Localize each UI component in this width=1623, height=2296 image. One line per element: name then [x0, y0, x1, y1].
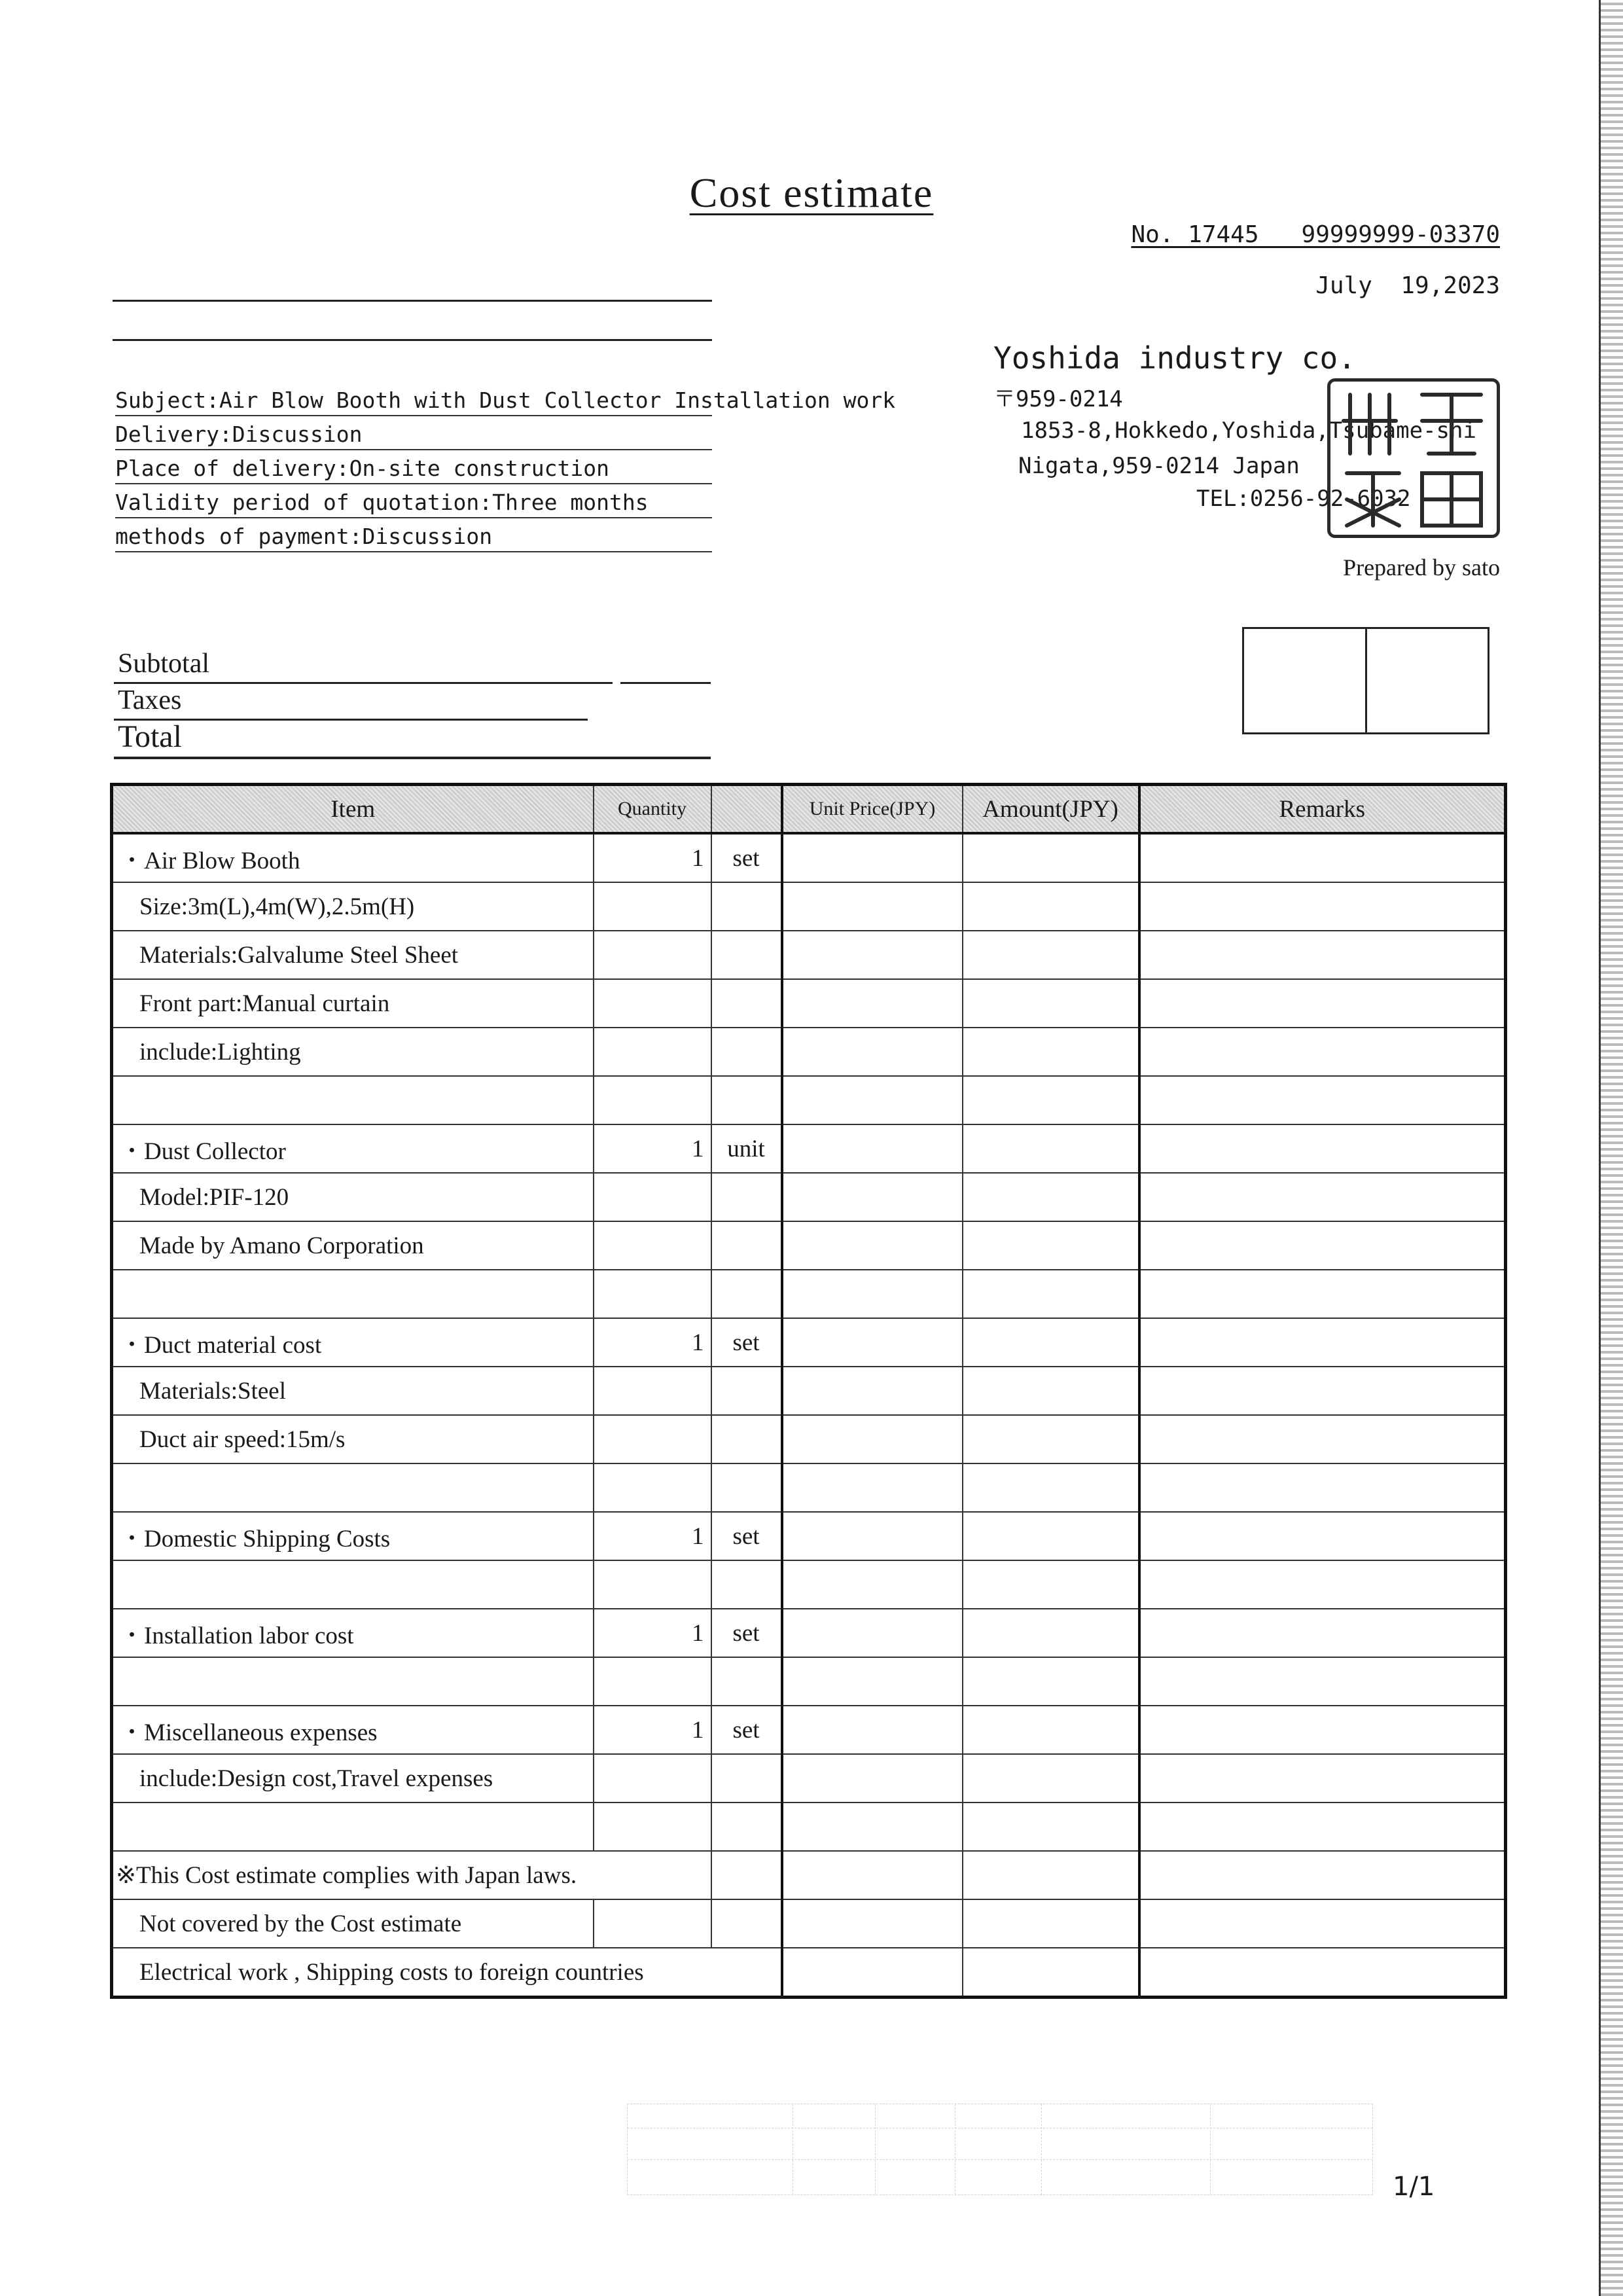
faint-grid-row [628, 2159, 1372, 2160]
unit-price-cell [782, 1076, 963, 1124]
unit-price-cell [782, 1221, 963, 1270]
unit-cell [711, 882, 782, 931]
item-cell: Materials:Galvalume Steel Sheet [112, 931, 594, 979]
item-cell: Materials:Steel [112, 1367, 594, 1415]
unit-cell [711, 1851, 782, 1899]
seal-glyph-icon [1330, 382, 1497, 535]
unit-price-cell [782, 1270, 963, 1318]
amount-cell [963, 1706, 1139, 1754]
table-row [112, 1609, 1506, 1657]
amount-cell [963, 1221, 1139, 1270]
item-cell [112, 1270, 594, 1318]
remarks-cell [1139, 1463, 1506, 1512]
header-amount: Amount(JPY) [963, 785, 1139, 834]
unit-cell [711, 1803, 782, 1851]
remarks-cell [1139, 1609, 1506, 1657]
subtotal-line [114, 682, 613, 684]
table-row [112, 833, 1506, 882]
quantity-cell: 1 [594, 1609, 711, 1657]
remarks-cell [1139, 833, 1506, 882]
header-unit-price: Unit Price(JPY) [782, 785, 963, 834]
unit-cell: unit [711, 1124, 782, 1173]
amount-cell [963, 1124, 1139, 1173]
payment-underline [115, 551, 712, 552]
unit-cell: set [711, 1609, 782, 1657]
remarks-cell [1139, 1318, 1506, 1367]
table-row [112, 1754, 1506, 1803]
unit-price-cell [782, 1560, 963, 1609]
unit-cell [711, 979, 782, 1028]
amount-cell [963, 1076, 1139, 1124]
amount-cell [963, 1609, 1139, 1657]
table-row [112, 1463, 1506, 1512]
amount-cell [963, 1948, 1139, 1998]
amount-cell [963, 1657, 1139, 1706]
unit-cell [711, 1028, 782, 1076]
amount-cell [963, 1028, 1139, 1076]
unit-price-cell [782, 1415, 963, 1463]
amount-cell [963, 979, 1139, 1028]
item-cell: ・Miscellaneous expenses [112, 1706, 594, 1754]
amount-cell [963, 882, 1139, 931]
remarks-cell [1139, 1512, 1506, 1560]
table-row [112, 1706, 1506, 1754]
unit-price-cell [782, 1754, 963, 1803]
remarks-cell [1139, 1657, 1506, 1706]
table-row [112, 1028, 1506, 1076]
quantity-cell [594, 1221, 711, 1270]
remarks-cell [1139, 1754, 1506, 1803]
excluded-note: Electrical work , Shipping costs to foreign countries [112, 1948, 782, 1998]
unit-price-cell [782, 1851, 963, 1899]
subject-text: Subject:Air Blow Booth with Dust Collector Installation work [115, 387, 896, 413]
unit-cell [711, 1657, 782, 1706]
quantity-cell [594, 1415, 711, 1463]
amount-cell [963, 1512, 1139, 1560]
quantity-cell [594, 1803, 711, 1851]
prepared-by: Prepared by sato [1343, 554, 1500, 581]
items-table [110, 783, 1507, 1999]
item-cell: ・Domestic Shipping Costs [112, 1512, 594, 1560]
table-row [112, 1318, 1506, 1367]
amount-cell [963, 1754, 1139, 1803]
header-remarks: Remarks [1139, 785, 1506, 834]
remarks-cell [1139, 1076, 1506, 1124]
laws-note: ※This Cost estimate complies with Japan laws. [112, 1851, 711, 1899]
amount-cell [963, 1415, 1139, 1463]
unit-price-cell [782, 1803, 963, 1851]
quantity-cell [594, 1076, 711, 1124]
approval-stamp-boxes [1242, 627, 1489, 734]
quantity-cell: 1 [594, 1512, 711, 1560]
item-cell: Made by Amano Corporation [112, 1221, 594, 1270]
table-header-row [112, 785, 1506, 834]
table-row [112, 1270, 1506, 1318]
subtotal-line-right [620, 682, 711, 684]
table-row [112, 1124, 1506, 1173]
table-note-row [112, 1948, 1506, 1998]
header-unit [711, 785, 782, 834]
item-cell [112, 1657, 594, 1706]
unit-cell: set [711, 1318, 782, 1367]
quantity-cell: 1 [594, 1124, 711, 1173]
document-date: July 19,2023 [1315, 272, 1500, 299]
unit-price-cell [782, 931, 963, 979]
remarks-cell [1139, 979, 1506, 1028]
unit-cell: set [711, 833, 782, 882]
amount-cell [963, 1367, 1139, 1415]
page-edge-margin [1599, 0, 1623, 2296]
unit-cell [711, 1463, 782, 1512]
remarks-cell [1139, 1706, 1506, 1754]
unit-price-cell [782, 882, 963, 931]
amount-cell [963, 1318, 1139, 1367]
item-cell: ・Installation labor cost [112, 1609, 594, 1657]
table-row [112, 1512, 1506, 1560]
remarks-cell [1139, 1415, 1506, 1463]
item-cell: Size:3m(L),4m(W),2.5m(H) [112, 882, 594, 931]
amount-cell [963, 1270, 1139, 1318]
quantity-cell [594, 1270, 711, 1318]
remarks-cell [1139, 1270, 1506, 1318]
unit-cell [711, 931, 782, 979]
table-row [112, 1076, 1506, 1124]
quantity-cell [594, 1754, 711, 1803]
quantity-cell [594, 979, 711, 1028]
header-item: Item [112, 785, 594, 834]
unit-price-cell [782, 1899, 963, 1948]
item-cell: Front part:Manual curtain [112, 979, 594, 1028]
unit-price-cell [782, 1512, 963, 1560]
remarks-cell [1139, 1028, 1506, 1076]
table-row [112, 931, 1506, 979]
table-note-row [112, 1851, 1506, 1899]
remarks-cell [1139, 1173, 1506, 1221]
amount-cell [963, 1173, 1139, 1221]
stamp-box-1 [1244, 629, 1367, 732]
table-row [112, 979, 1506, 1028]
unit-cell [711, 1415, 782, 1463]
unit-price-cell [782, 1657, 963, 1706]
remarks-cell [1139, 931, 1506, 979]
unit-cell: set [711, 1706, 782, 1754]
unit-cell [711, 1560, 782, 1609]
quantity-cell: 1 [594, 1318, 711, 1367]
taxes-line [114, 719, 588, 721]
delivery-underline [115, 449, 712, 450]
payment-text: methods of payment:Discussion [115, 524, 493, 549]
unit-price-cell [782, 1173, 963, 1221]
header-quantity: Quantity [594, 785, 711, 834]
item-cell: ・Dust Collector [112, 1124, 594, 1173]
unit-cell [711, 1076, 782, 1124]
taxes-label: Taxes [118, 685, 182, 715]
table-note-row [112, 1899, 1506, 1948]
unit-cell [711, 1270, 782, 1318]
remarks-cell [1139, 1124, 1506, 1173]
unit-price-cell [782, 1124, 963, 1173]
remarks-cell [1139, 1367, 1506, 1415]
quantity-cell [594, 1463, 711, 1512]
table-row [112, 1173, 1506, 1221]
unit-cell [711, 1173, 782, 1221]
remarks-cell [1139, 1803, 1506, 1851]
company-address-line-2: Nigata,959-0214 Japan [1018, 453, 1300, 479]
unit-price-cell [782, 833, 963, 882]
validity-text: Validity period of quotation:Three months [115, 490, 649, 515]
quantity-cell: 1 [594, 1706, 711, 1754]
amount-cell [963, 1560, 1139, 1609]
document-title: Cost estimate [689, 170, 934, 216]
remarks-cell [1139, 1899, 1506, 1948]
quantity-cell [594, 1028, 711, 1076]
faint-grid-col [1041, 2104, 1042, 2195]
item-cell [112, 1560, 594, 1609]
page-number: 1/1 [1393, 2172, 1435, 2202]
faint-grid-col [1210, 2104, 1211, 2195]
amount-cell [963, 1803, 1139, 1851]
unit-cell: set [711, 1512, 782, 1560]
remarks-cell [1139, 882, 1506, 931]
quantity-cell [594, 931, 711, 979]
item-cell: ・Air Blow Booth [112, 833, 594, 882]
subtotal-label: Subtotal [118, 649, 210, 679]
item-cell [112, 1803, 594, 1851]
quantity-cell [594, 1899, 711, 1948]
remarks-cell [1139, 1560, 1506, 1609]
delivery-text: Delivery:Discussion [115, 422, 363, 447]
table-row [112, 1221, 1506, 1270]
company-seal [1327, 378, 1500, 538]
item-cell: Duct air speed:15m/s [112, 1415, 594, 1463]
place-underline [115, 483, 712, 484]
faint-grid-box [627, 2104, 1373, 2195]
amount-cell [963, 1851, 1139, 1899]
amount-cell [963, 1899, 1139, 1948]
company-tel: TEL:0256-92-6032 [1196, 486, 1411, 512]
quantity-cell [594, 1560, 711, 1609]
remarks-cell [1139, 1948, 1506, 1998]
item-cell [112, 1076, 594, 1124]
unit-price-cell [782, 1318, 963, 1367]
remarks-cell [1139, 1851, 1506, 1899]
recipient-line-2 [113, 339, 712, 341]
quantity-cell: 1 [594, 833, 711, 882]
table-row [112, 1415, 1506, 1463]
total-label: Total [118, 719, 182, 754]
item-cell [112, 1463, 594, 1512]
item-cell: include:Design cost,Travel expenses [112, 1754, 594, 1803]
quantity-cell [594, 882, 711, 931]
amount-cell [963, 931, 1139, 979]
not-covered-note: Not covered by the Cost estimate [112, 1899, 594, 1948]
unit-price-cell [782, 1028, 963, 1076]
unit-cell [711, 1754, 782, 1803]
item-cell: include:Lighting [112, 1028, 594, 1076]
quantity-cell [594, 1367, 711, 1415]
remarks-cell [1139, 1221, 1506, 1270]
table-row [112, 1560, 1506, 1609]
unit-cell [711, 1367, 782, 1415]
item-cell: Model:PIF-120 [112, 1173, 594, 1221]
table-row [112, 1803, 1506, 1851]
table-row [112, 1657, 1506, 1706]
total-line [114, 757, 711, 759]
unit-price-cell [782, 1948, 963, 1998]
company-address-line-1: 1853-8,Hokkedo,Yoshida,Tsubame-shi [1021, 418, 1476, 444]
faint-stamp-grid [627, 2084, 1373, 2195]
table-row [112, 1367, 1506, 1415]
validity-underline [115, 517, 712, 518]
company-postal: 〒959-0214 [993, 386, 1123, 412]
document-number: No. 17445 99999999-03370 [1131, 221, 1500, 248]
unit-price-cell [782, 1706, 963, 1754]
quantity-cell [594, 1173, 711, 1221]
recipient-line-1 [113, 300, 712, 302]
unit-price-cell [782, 1463, 963, 1512]
company-name: Yoshida industry co. [993, 340, 1356, 376]
unit-price-cell [782, 1367, 963, 1415]
quantity-cell [594, 1657, 711, 1706]
amount-cell [963, 1463, 1139, 1512]
table-row [112, 882, 1506, 931]
subject-underline [115, 415, 712, 416]
unit-price-cell [782, 979, 963, 1028]
stamp-box-2 [1367, 629, 1488, 732]
unit-price-cell [782, 1609, 963, 1657]
unit-cell [711, 1221, 782, 1270]
faint-grid-col [875, 2104, 876, 2195]
item-cell: ・Duct material cost [112, 1318, 594, 1367]
amount-cell [963, 833, 1139, 882]
place-of-delivery-text: Place of delivery:On-site construction [115, 456, 609, 481]
unit-cell [711, 1899, 782, 1948]
